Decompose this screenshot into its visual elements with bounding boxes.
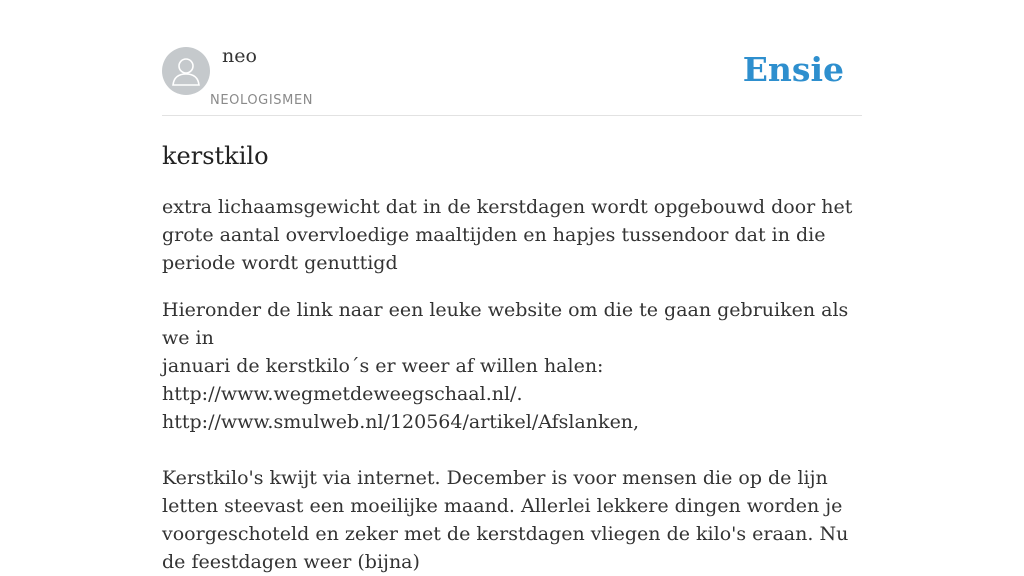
user-placeholder-icon (162, 47, 210, 95)
ensie-logo[interactable]: Ensie (742, 50, 844, 89)
entry-page (162, 0, 862, 576)
example-link[interactable]: http://www.wegmetdeweegschaal.nl/. (162, 383, 523, 405)
entry-example (162, 296, 862, 576)
entry-definition: extra lichaamsgewicht dat in de kerstdagen wordt opgebouwd door het grote aantal overvloedige maaltijden en hapjes tussendoor dat in die periode wordt genuttigd (162, 196, 853, 274)
entry-header (162, 0, 862, 116)
example-paragraph: Kerstkilo's kwijt via internet. December is voor mensen die op de lijn letten steevast een moeilijke maand. Allerlei lekkere dingen worden je voorgeschoteld en zeker met de kerstdagen vliegen de kilo's eraan. Nu de feestdagen weer (bijna) (162, 467, 849, 573)
paragraph-spacer (162, 436, 862, 464)
example-link[interactable]: http://www.smulweb.nl/120564/artikel/Afslanken, (162, 411, 640, 433)
avatar[interactable] (162, 47, 210, 95)
example-line: januari de kerstkilo´s er weer af willen halen: (162, 355, 604, 377)
example-line: Hieronder de link naar een leuke website om die te gaan gebruiken als we in (162, 299, 849, 349)
entry-title: kerstkilo (162, 142, 269, 170)
category-label[interactable]: NEOLOGISMEN (210, 93, 314, 108)
author-name[interactable]: neo (222, 45, 257, 67)
